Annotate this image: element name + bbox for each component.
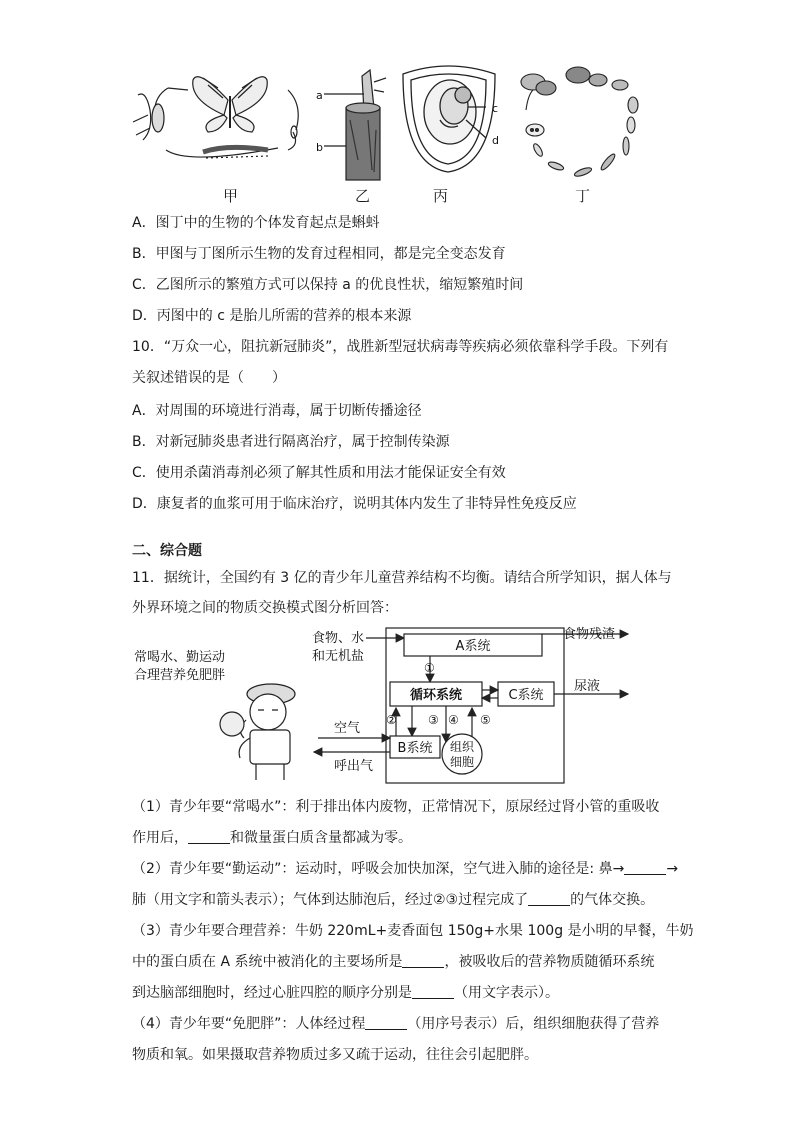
- q11-sub2-line1: [132, 859, 678, 879]
- system-c-label: C系统: [508, 688, 544, 703]
- q10-stem-line1: 10．“万众一心，阻抗新冠肺炎”，战胜新型冠状病毒等疾病必须依靠科学手段。下列有: [132, 339, 669, 355]
- callout-a: a: [316, 89, 323, 102]
- q11-sub4-text-a: （4）青少年要“免肥胖”：人体经过程: [132, 1016, 366, 1032]
- q9-option-d: D．丙图中的 c 是胎儿所需的营养的根本来源: [132, 308, 412, 324]
- child-drinking-cartoon: [220, 684, 295, 780]
- exhaled-label: 呼出气: [334, 759, 374, 774]
- q11-sub4-blank[interactable]: [365, 1015, 407, 1030]
- q10-option-b: B．对新冠肺炎患者进行隔离治疗，属于控制传染源: [132, 434, 450, 450]
- q10-option-d: D．康复者的血浆可用于临床治疗，说明其体内发生了非特异性免疫反应: [132, 496, 577, 512]
- q10-option-c: C．使用杀菌消毒剂必须了解其性质和用法才能保证安全有效: [132, 465, 506, 481]
- process-1-label: ①: [424, 661, 435, 675]
- slogan-line2: 合理营养免肥胖: [134, 668, 226, 683]
- system-b-label: B系统: [397, 741, 433, 756]
- figure-label-ding: 丁: [575, 187, 591, 205]
- callout-d: d: [492, 134, 499, 147]
- life-cycle-figures: [128, 60, 668, 185]
- q11-sub3-line3: [132, 983, 559, 1003]
- q9-option-c: C．乙图所示的繁殖方式可以保持 a 的优良性状，缩短繁殖时间: [132, 277, 524, 293]
- q10-stem-line2: 关叙述错误的是（ ）: [132, 370, 286, 386]
- q11-sub4-text-b: （用序号表示）后，组织细胞获得了营养: [407, 1016, 660, 1032]
- q11-sub3-line2: [132, 952, 654, 972]
- callout-c: c: [492, 102, 499, 115]
- q11-sub3-text-a: 中的蛋白质在 A 系统中被消化的主要场所是: [132, 954, 403, 970]
- food-label-line1: 食物、水: [312, 631, 365, 646]
- q11-sub4-line2: 物质和氧。如果摄取营养物质过多又疏于运动，往往会引起肥胖。: [132, 1047, 538, 1063]
- section-title: 二、综合题: [132, 543, 202, 559]
- slogan-line1: 常喝水、勤运动: [134, 650, 226, 665]
- q11-stem-line2: 外界环境之间的物质交换模式图分析回答：: [132, 600, 398, 616]
- q11-sub3-text-b: ，被吸收后的营养物质随循环系统: [444, 954, 655, 970]
- process-4-label: ④: [448, 713, 459, 727]
- fetus-in-uterus-drawing: [403, 66, 499, 172]
- q9-option-a: A．图丁中的生物的个体发育起点是蝌蚪: [132, 215, 380, 231]
- q10-option-a: A．对周围的环境进行消毒，属于切断传播途径: [132, 403, 422, 419]
- q11-sub3-text-d: （用文字表示）。: [454, 985, 559, 1001]
- q11-sub2-line2: [132, 890, 654, 910]
- material-exchange-diagram: [128, 620, 638, 795]
- tissue-cell-line2: 细胞: [449, 755, 475, 769]
- q11-sub2-blank2[interactable]: [528, 891, 570, 906]
- q11-sub1-blank[interactable]: [188, 829, 230, 844]
- q11-sub2-blank1[interactable]: [624, 860, 666, 875]
- process-5-label: ⑤: [480, 713, 491, 727]
- air-label: 空气: [334, 721, 361, 736]
- food-label-line2: 和无机盐: [312, 649, 365, 664]
- figure-label-yi: 乙: [355, 187, 371, 205]
- process-3-label: ③: [428, 713, 439, 727]
- q11-sub2-text-b: 肺（用文字和箭头表示）；气体到达肺泡后，经过②③过程完成了: [132, 892, 529, 908]
- q11-sub1-line2: [132, 828, 412, 848]
- circulation-system-label: 循环系统: [409, 688, 463, 703]
- frog-life-cycle-drawing: [521, 67, 638, 178]
- food-residue-label: 食物残渣: [563, 627, 616, 642]
- q11-sub1-text-a: 作用后，: [132, 830, 188, 846]
- q11-sub2-arrow: →: [666, 861, 679, 877]
- q11-sub3-blank1[interactable]: [402, 953, 444, 968]
- q11-sub3-text-c: 到达脑部细胞时，经过心脏四腔的顺序分别是: [132, 985, 412, 1001]
- process-2-label: ②: [386, 713, 397, 727]
- figure-label-jia: 甲: [223, 187, 239, 205]
- q11-sub2-text-c: 的气体交换。: [570, 892, 655, 908]
- q11-sub4-line1: [132, 1014, 659, 1034]
- q11-stem-line1: 11．据统计，全国约有 3 亿的青少年儿童营养结构不均衡。请结合所学知识，据人体与: [132, 570, 672, 586]
- callout-b: b: [316, 141, 323, 154]
- figure-label-bing: 丙: [433, 187, 449, 205]
- system-a-label: A系统: [455, 639, 491, 654]
- q11-sub1-line1: （1）青少年要“常喝水”：利于排出体内废物，正常情况下，原尿经过肾小管的重吸收: [132, 799, 660, 815]
- grafting-drawing: [316, 70, 386, 180]
- q11-sub1-text-b: 和微量蛋白质含量都减为零。: [230, 830, 412, 846]
- tissue-cell-line1: 组织: [449, 740, 475, 754]
- q11-sub3-blank2[interactable]: [412, 984, 454, 999]
- butterfly-life-cycle-drawing: [133, 77, 298, 158]
- urine-label: 尿液: [574, 679, 601, 694]
- q9-option-b: B．甲图与丁图所示生物的发育过程相同，都是完全变态发育: [132, 246, 506, 262]
- q11-sub3-line1: （3）青少年要合理营养：牛奶 220mL+麦香面包 150g+水果 100g 是小明的早餐，牛奶: [132, 923, 694, 939]
- q11-sub2-text-a: （2）青少年要“勤运动”：运动时，呼吸会加快加深，空气进入肺的途径是: 鼻→: [132, 861, 625, 877]
